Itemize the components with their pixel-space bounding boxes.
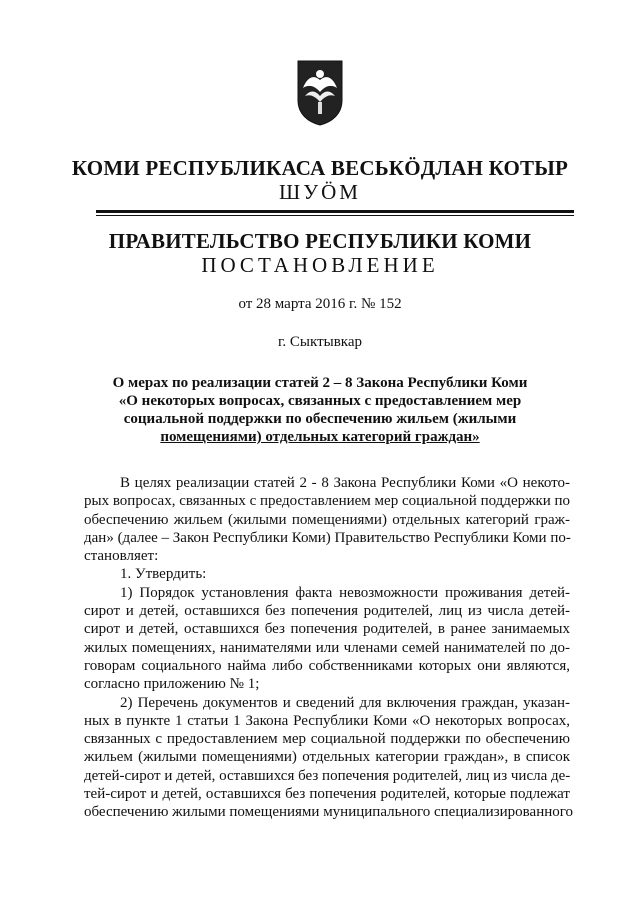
body-line: жилых помещениях, нанимателями или членами семей нанимателей по до- — [84, 639, 570, 656]
body-line: 2) Перечень документов и сведений для включения граждан, указан- — [120, 694, 570, 711]
komi-doc-type-heading: ШУÖМ — [279, 180, 361, 204]
body-line: детей-сирот и детей, оставшихся без попечения родителей, лиц из числа де- — [84, 767, 571, 784]
date-number: от 28 марта 2016 г. № 152 — [238, 296, 402, 312]
header-rule-thin — [96, 215, 574, 216]
komi-coat-of-arms-icon — [297, 60, 343, 126]
body-line: ных в пункте 1 статьи 1 Закона Республики Коми «О некоторых вопросах, — [84, 712, 570, 729]
body-line: 1) Порядок установления факта невозможности проживания детей- — [120, 584, 570, 601]
city: г. Сыктывкар — [277, 334, 363, 350]
resolution-title — [100, 374, 540, 446]
body-line: 1. Утвердить: — [120, 566, 207, 583]
body-line: связанных с предоставлением мер социальной поддержки по обеспечению — [84, 731, 570, 748]
body-line: согласно приложению № 1; — [84, 676, 260, 693]
title-line: помещениями) отдельных категорий граждан» — [160, 429, 480, 445]
body-line: рых вопросах, связанных с предоставлением мер социальной поддержки по — [84, 493, 571, 510]
body-line: обеспечению жилыми помещениями муниципального специализированного — [84, 804, 574, 821]
body-line: сирот и детей, оставшихся без попечения родителей, лиц из числа детей- — [84, 603, 570, 620]
body-line: говорам социального найма либо собственниками которых они являются, — [84, 657, 570, 674]
authority-heading: ПРАВИТЕЛЬСТВО РЕСПУБЛИКИ КОМИ — [108, 229, 532, 253]
body-line: В целях реализации статей 2 - 8 Закона Республики Коми «О некото- — [120, 475, 570, 491]
body-line: становляет: — [84, 548, 159, 565]
body-line: дан» (далее – Закон Республики Коми) Правительство Республики Коми по- — [84, 529, 571, 546]
komi-authority-heading: КОМИ РЕСПУБЛИКАСА ВЕСЬКÖДЛАН КОТЫР — [71, 156, 569, 180]
title-line: «О некоторых вопросах, связанных с предоставлением мер — [118, 393, 522, 409]
title-line: О мерах по реализации статей 2 – 8 Закона Республики Коми — [112, 375, 528, 391]
body-line: сирот и детей, оставшихся без попечения родителей, в ранее занимаемых — [84, 621, 570, 638]
title-line: социальной поддержки по обеспечению жильем (жилыми — [123, 411, 517, 427]
doc-type-heading: ПОСТАНОВЛЕНИЕ — [201, 253, 439, 277]
header-rule-thick — [96, 210, 574, 213]
body-line: тей-сирот и детей, оставшихся без попечения родителей, которые подлежат — [84, 786, 570, 803]
body-line: обеспечению жильем (жилыми помещениями) отдельных категорий граж- — [84, 511, 570, 528]
resolution-body — [84, 474, 574, 822]
body-line: жильем (жилыми помещениями) отдельных категории граждан», в список — [84, 749, 570, 766]
